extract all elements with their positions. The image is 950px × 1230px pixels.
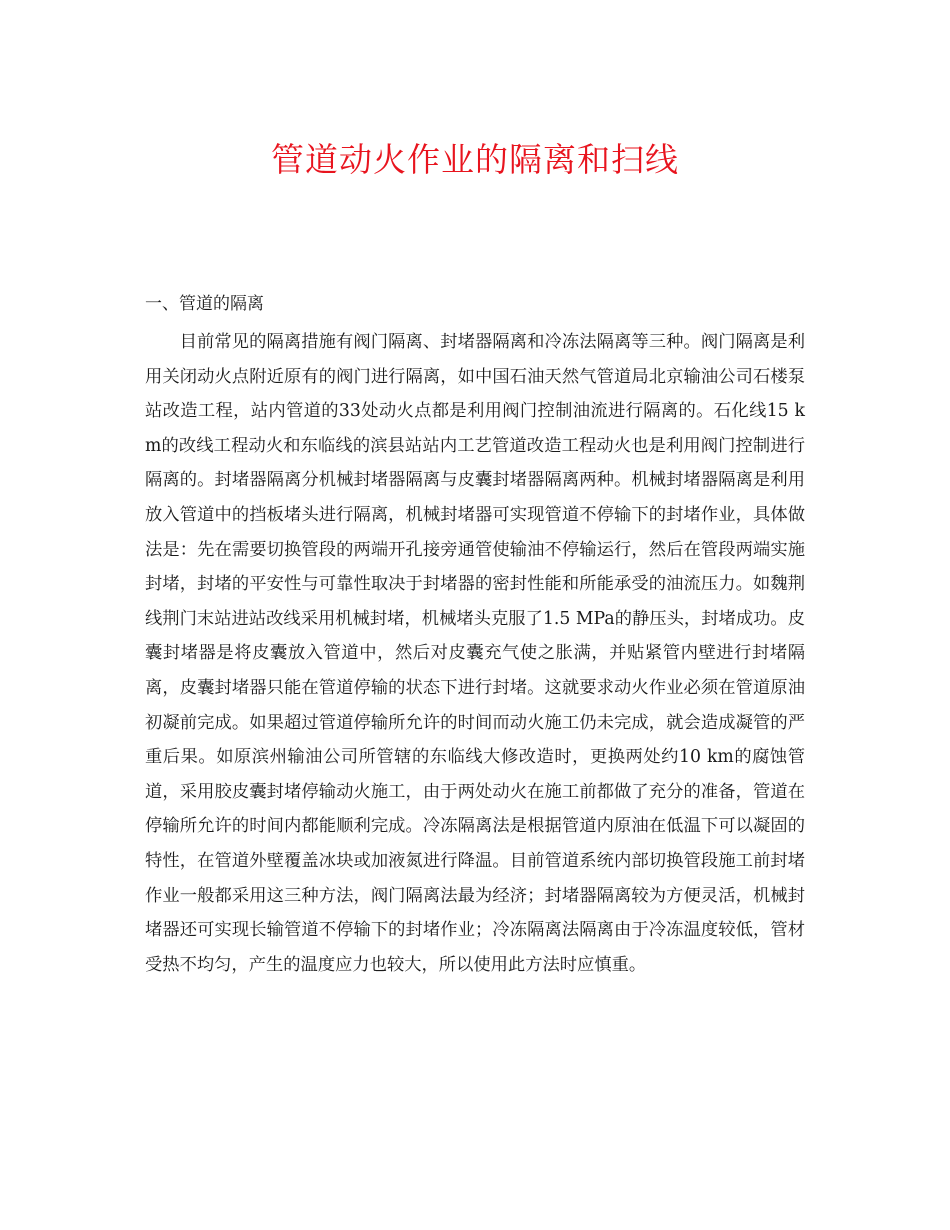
document-title: 管道动火作业的隔离和扫线: [271, 140, 679, 179]
section-heading: 一、管道的隔离: [145, 294, 264, 314]
section-paragraph: 目前常见的隔离措施有阀门隔离、封堵器隔离和冷冻法隔离等三种。阀门隔离是利用关闭动火点附近原有的阀门进行隔离，如中国石油天然气管道局北京输油公司石楼泵站改造工程，站内管道的33处动火点都是利用阀门控制油流进行隔离的。石化线15 km的改线工程动火和东临线的滨县站站内工艺管道改造工程动火也是利用阀门控制进行隔离的。封堵器隔离分机械封堵器隔离与皮囊封堵器隔离两种。机械封堵器隔离是利用放入管道中的挡板堵头进行隔离，机械封堵器可实现管道不停输下的封堵作业，具体做法是：先在需要切换管段的两端开孔接旁通管使输油不停输运行，然后在管段两端实施封堵，封堵的平安性与可靠性取决于封堵器的密封性能和所能承受的油流压力。如魏荆线荆门末站进站改线采用机械封堵，机械堵头克服了1.5 MPa的静压头，封堵成功。皮囊封堵器是将皮囊放入管道中，然后对皮囊充气使之胀满，并贴紧管内壁进行封堵隔离，皮囊封堵器只能在管道停输的状态下进行封堵。这就要求动火作业必须在管道原油初凝前完成。如果超过管道停输所允许的时间而动火施工仍未完成，就会造成凝管的严重后果。如原滨州输油公司所管辖的东临线大修改造时，更换两处约10 km的腐蚀管道，采用胶皮囊封堵停输动火施工，由于两处动火在施工前都做了充分的准备，管道在停输所允许的时间内都能顺利完成。冷冻隔离法是根据管道内原油在低温下可以凝固的特性，在管道外壁覆盖冰块或加液氮进行降温。目前管道系统内部切换管段施工前封堵作业一般都采用这三种方法，阀门隔离法最为经济；封堵器隔离较为方便灵活，机械封堵器还可实现长输管道不停输下的封堵作业；冷冻隔离法隔离由于冷冻温度较低，管材受热不均匀，产生的温度应力也较大，所以使用此方法时应慎重。: [145, 332, 805, 975]
